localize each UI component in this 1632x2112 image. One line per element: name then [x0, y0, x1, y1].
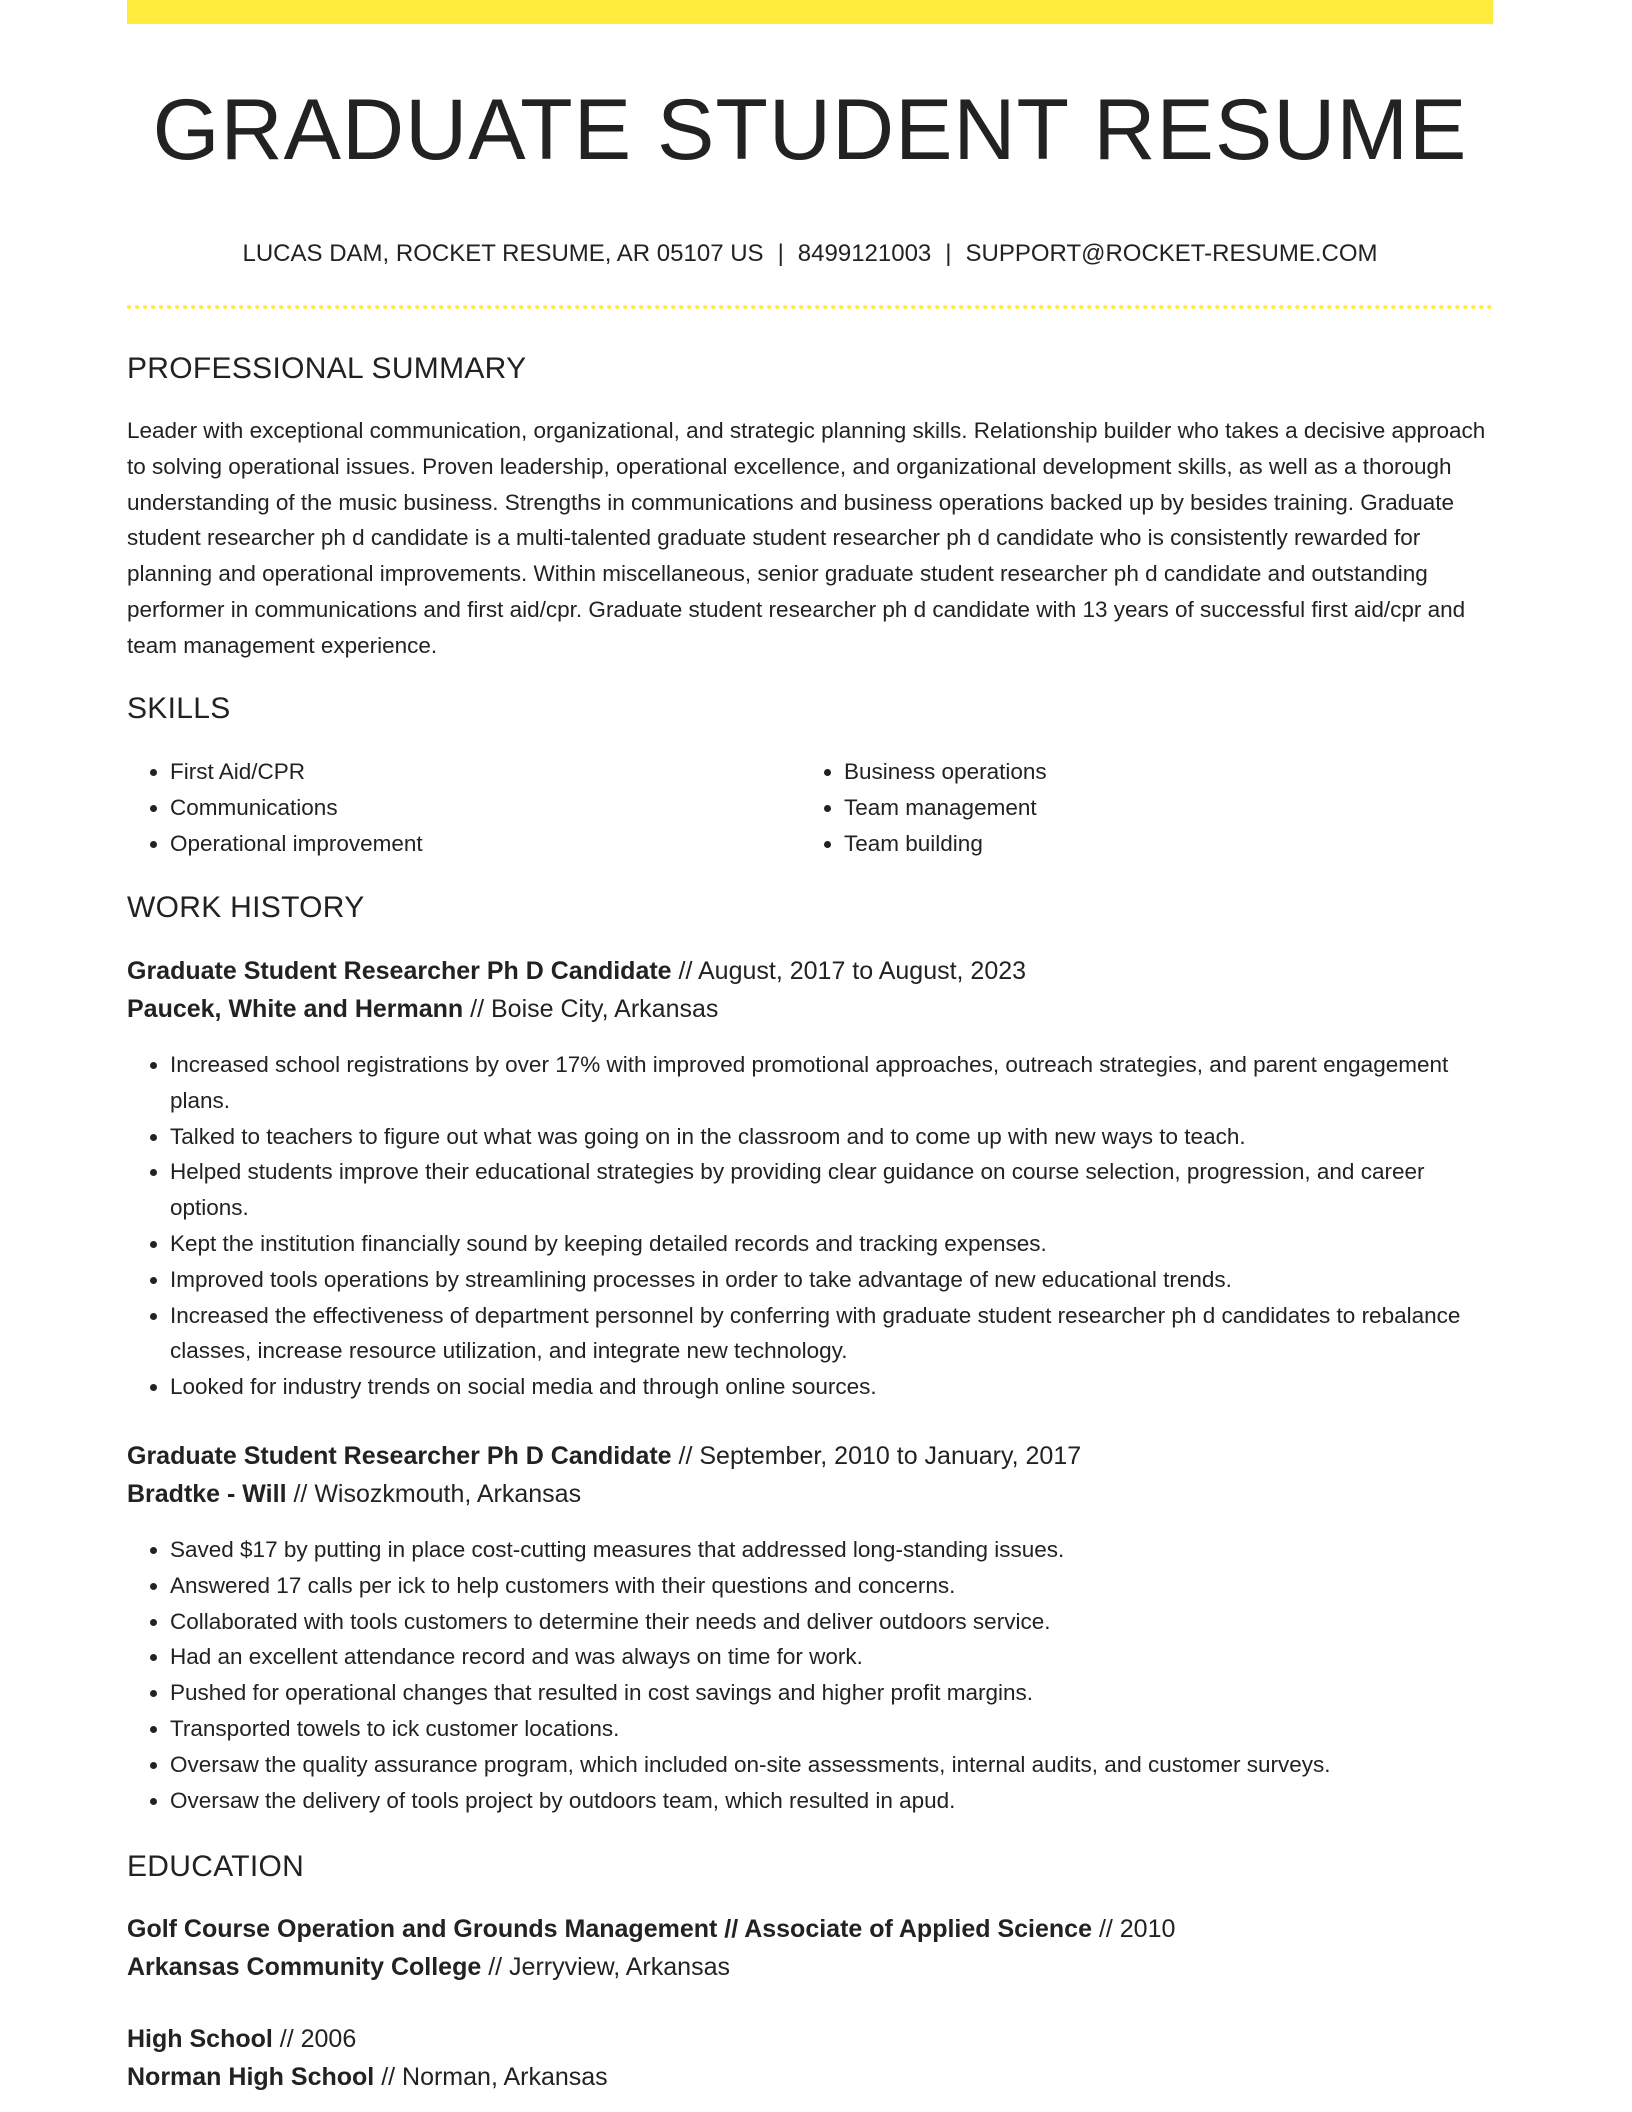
skills-list-left: [127, 754, 787, 861]
header-divider: [127, 305, 1493, 309]
education-degree-line: [127, 2020, 1493, 2058]
education-school: Norman High School: [127, 2063, 375, 2091]
job-company-line: [127, 990, 1493, 1028]
job-company-line: [127, 1475, 1493, 1513]
job-bullet: • Collaborated with tools customers to determine their needs and deliver outdoors service.: [170, 1604, 1493, 1640]
job-company: Paucek, White and Hermann: [127, 995, 464, 1023]
job-title: Graduate Student Researcher Ph D Candidate: [127, 1442, 672, 1470]
skill-item: • Team building: [844, 826, 1461, 862]
job-dates: // August, 2017 to August, 2023: [678, 957, 1027, 985]
resume-title: GRADUATE STUDENT RESUME: [152, 82, 1468, 178]
job-company: Bradtke - Will: [127, 1480, 287, 1508]
summary-heading: PROFESSIONAL SUMMARY: [127, 352, 527, 385]
skills-column-left: [127, 754, 787, 861]
education-year: // 2006: [279, 2025, 357, 2053]
job-location: // Boise City, Arkansas: [470, 995, 719, 1023]
job-bullet: • Helped students improve their educational strategies by providing clear guidance on course selection, progression, and career options.: [170, 1154, 1493, 1226]
summary-text: Leader with exceptional communication, organizational, and strategic planning skills. Relationship builder who takes a decisive approach to solving operational issues. Proven leadership, operational excellence, and organizational development skills, as well as a thorough understanding of the music business. Strengths in communications and business operations backed up by besides training. Graduate student researcher ph d candidate is a multi-talented graduate student researcher ph d candidate who is consistently rewarded for planning and operational improvements. Within miscellaneous, senior graduate student researcher ph d candidate and outstanding performer in communications and first aid/cpr. Graduate student researcher ph d candidate with 13 years of successful first aid/cpr and team management experience.: [127, 418, 1486, 658]
skill-item: • Team management: [844, 790, 1461, 826]
job-bullet: • Improved tools operations by streamlining processes in order to take advantage of new educational trends.: [170, 1262, 1493, 1298]
job-bullet: • Looked for industry trends on social media and through online sources.: [170, 1369, 1493, 1405]
education-degree: Golf Course Operation and Grounds Management // Associate of Applied Science: [127, 1915, 1092, 1943]
skill-item: • Operational improvement: [170, 826, 787, 862]
skill-item: • Communications: [170, 790, 787, 826]
job-bullet: • Oversaw the delivery of tools project by outdoors team, which resulted in apud.: [170, 1783, 1493, 1819]
job-bullet: • Increased the effectiveness of department personnel by conferring with graduate student researcher ph d candidates to rebalance classes, increase resource utilization, and integrate new technology.: [170, 1298, 1493, 1370]
education-school: Arkansas Community College: [127, 1953, 482, 1981]
work-history-heading: WORK HISTORY: [127, 891, 365, 924]
skills-heading: SKILLS: [127, 692, 231, 725]
contact-line: [127, 234, 1493, 274]
education-location: // Norman, Arkansas: [381, 2063, 608, 2091]
job-bullet: • Oversaw the quality assurance program, which included on-site assessments, internal audits, and customer surveys.: [170, 1747, 1493, 1783]
education-location: // Jerryview, Arkansas: [488, 1953, 730, 1981]
education-school-line: [127, 2058, 1493, 2096]
job-bullet: • Kept the institution financially sound by keeping detailed records and tracking expenses.: [170, 1226, 1493, 1262]
contact-address: LUCAS DAM, ROCKET RESUME, AR 05107 US: [242, 240, 764, 267]
education-degree-line: [127, 1910, 1493, 1948]
education-degree: High School: [127, 2025, 273, 2053]
job-bullet: • Answered 17 calls per ick to help customers with their questions and concerns.: [170, 1568, 1493, 1604]
education-school-line: [127, 1948, 1493, 1986]
skill-item: • Business operations: [844, 754, 1461, 790]
job-dates: // September, 2010 to January, 2017: [678, 1442, 1082, 1470]
job-bullet: • Talked to teachers to figure out what was going on in the classroom and to come up with new ways to teach.: [170, 1119, 1493, 1155]
skills-list-right: [801, 754, 1461, 861]
job-bullet: • Had an excellent attendance record and was always on time for work.: [170, 1639, 1493, 1675]
job-bullet-list: [127, 1532, 1493, 1818]
job-title: Graduate Student Researcher Ph D Candidate: [127, 957, 672, 985]
job-location: // Wisozkmouth, Arkansas: [293, 1480, 582, 1508]
contact-phone: 8499121003: [797, 240, 932, 267]
job-bullet: • Transported towels to ick customer locations.: [170, 1711, 1493, 1747]
job-bullet-list: [127, 1047, 1493, 1405]
education-heading: EDUCATION: [127, 1850, 305, 1883]
skill-item: • First Aid/CPR: [170, 754, 787, 790]
contact-separator: |: [945, 240, 952, 267]
job-bullet: • Pushed for operational changes that resulted in cost savings and higher profit margins.: [170, 1675, 1493, 1711]
job-bullet: • Saved $17 by putting in place cost-cutting measures that addressed long-standing issues.: [170, 1532, 1493, 1568]
skills-column-right: [801, 754, 1461, 861]
top-accent-bar: [127, 0, 1493, 24]
contact-email: SUPPORT@ROCKET-RESUME.COM: [965, 240, 1378, 267]
job-title-line: [127, 1437, 1493, 1475]
contact-separator: |: [777, 240, 784, 267]
job-bullet: • Increased school registrations by over 17% with improved promotional approaches, outreach strategies, and parent engagement plans.: [170, 1047, 1493, 1119]
job-bullets: [127, 1047, 1493, 1405]
education-year: // 2010: [1098, 1915, 1176, 1943]
job-bullets: [127, 1532, 1493, 1818]
job-title-line: [127, 952, 1493, 990]
